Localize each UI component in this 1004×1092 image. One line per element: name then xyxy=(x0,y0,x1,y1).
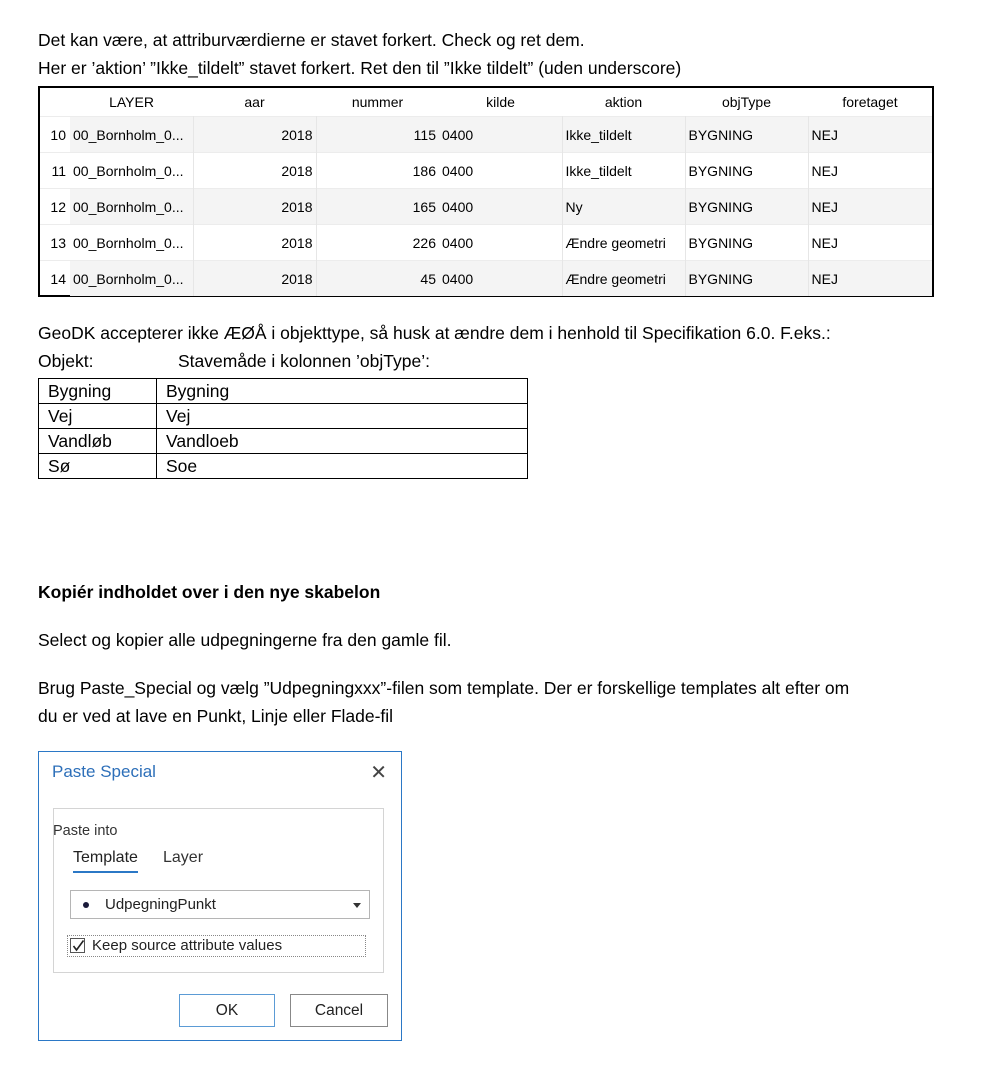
row-number: 12 xyxy=(40,189,70,225)
cell-nummer[interactable]: 186 xyxy=(316,153,439,189)
cell-aar[interactable]: 2018 xyxy=(193,261,316,297)
keep-source-checkbox[interactable] xyxy=(70,938,85,953)
row-number-header xyxy=(40,88,70,117)
intro-line-1: Det kan være, at attriburværdierne er stavet forkert. Check og ret dem. xyxy=(38,30,585,50)
cell-kilde[interactable]: 0400 xyxy=(439,225,562,261)
cell-nummer[interactable]: 226 xyxy=(316,225,439,261)
table-row[interactable] xyxy=(40,261,932,297)
cell-foretaget[interactable]: NEJ xyxy=(808,261,932,297)
column-header-aktion[interactable]: aktion xyxy=(604,94,643,110)
template-dropdown-value: UdpegningPunkt xyxy=(105,896,216,913)
cell-objtype[interactable]: BYGNING xyxy=(685,261,808,297)
cell-aktion[interactable]: Ikke_tildelt xyxy=(562,153,685,189)
cell-aar[interactable]: 2018 xyxy=(193,225,316,261)
cancel-button[interactable]: Cancel xyxy=(290,994,388,1027)
geodk-note: GeoDK accepterer ikke ÆØÅ i objekttype, så husk at ændre dem i henhold til Specifikation 6.0. F.eks.: xyxy=(38,323,831,343)
cell-objtype[interactable]: BYGNING xyxy=(685,189,808,225)
spelling-cell: Soe xyxy=(157,454,528,479)
cell-foretaget[interactable]: NEJ xyxy=(808,117,932,153)
cell-aktion[interactable]: Ændre geometri xyxy=(562,261,685,297)
cell-layer[interactable]: 00_Bornholm_0... xyxy=(70,261,193,297)
column-header-aar[interactable]: aar xyxy=(244,94,265,110)
cell-aktion[interactable]: Ikke_tildelt xyxy=(562,117,685,153)
spelling-cell: Bygning xyxy=(157,379,528,404)
copy-line-1: Select og kopier alle udpegningerne fra den gamle fil. xyxy=(38,630,452,650)
cell-layer[interactable]: 00_Bornholm_0... xyxy=(70,117,193,153)
object-cell: Sø xyxy=(39,454,157,479)
cell-nummer[interactable]: 115 xyxy=(316,117,439,153)
section-heading: Kopiér indholdet over i den nye skabelon xyxy=(38,582,381,602)
point-symbol-icon xyxy=(83,902,89,908)
copy-line-3: du er ved at lave en Punkt, Linje eller Flade-fil xyxy=(38,706,394,726)
intro-line-2: Her er ’aktion’ ”Ikke_tildelt” stavet forkert. Ret den til ”Ikke tildelt” (uden underscore) xyxy=(38,58,682,78)
cell-aktion[interactable]: Ny xyxy=(562,189,685,225)
chevron-down-icon xyxy=(353,903,361,908)
keep-source-label: Keep source attribute values xyxy=(92,937,283,954)
object-column-label: Objekt: xyxy=(38,351,94,371)
attribute-table-header xyxy=(40,88,932,117)
attribute-table xyxy=(38,86,934,297)
cell-kilde[interactable]: 0400 xyxy=(439,189,562,225)
cell-aar[interactable]: 2018 xyxy=(193,153,316,189)
cell-objtype[interactable]: BYGNING xyxy=(685,225,808,261)
table-row xyxy=(39,379,528,404)
keep-source-option[interactable] xyxy=(67,935,366,957)
column-header-objtype[interactable]: objType xyxy=(721,94,772,110)
cell-objtype[interactable]: BYGNING xyxy=(685,117,808,153)
cell-objtype[interactable]: BYGNING xyxy=(685,153,808,189)
cell-nummer[interactable]: 165 xyxy=(316,189,439,225)
cell-aar[interactable]: 2018 xyxy=(193,117,316,153)
table-row[interactable] xyxy=(40,189,932,225)
spelling-column-label: Stavemåde i kolonnen ’objType’: xyxy=(178,351,430,371)
template-dropdown[interactable] xyxy=(70,890,370,919)
cell-kilde[interactable]: 0400 xyxy=(439,261,562,297)
dialog-title: Paste Special xyxy=(52,762,156,781)
cell-layer[interactable]: 00_Bornholm_0... xyxy=(70,153,193,189)
close-icon[interactable]: ✕ xyxy=(370,762,387,784)
column-header-foretaget[interactable]: foretaget xyxy=(842,94,898,110)
row-number: 13 xyxy=(40,225,70,261)
cell-layer[interactable]: 00_Bornholm_0... xyxy=(70,189,193,225)
tab-template[interactable]: Template xyxy=(73,849,138,873)
spelling-cell: Vandloeb xyxy=(157,429,528,454)
row-number: 10 xyxy=(40,117,70,153)
column-header-kilde[interactable]: kilde xyxy=(486,94,515,110)
tab-layer[interactable]: Layer xyxy=(163,849,204,866)
table-row xyxy=(39,454,528,479)
table-row xyxy=(39,429,528,454)
table-row[interactable] xyxy=(40,153,932,189)
paste-into-label: Paste into xyxy=(53,823,118,839)
object-type-table xyxy=(38,378,528,479)
ok-button[interactable]: OK xyxy=(179,994,275,1027)
copy-line-2: Brug Paste_Special og vælg ”Udpegningxxx”-filen som template. Der er forskellige templates alt efter om xyxy=(38,678,850,698)
cell-aar[interactable]: 2018 xyxy=(193,189,316,225)
row-number: 14 xyxy=(40,261,70,297)
cell-kilde[interactable]: 0400 xyxy=(439,153,562,189)
column-header-nummer[interactable]: nummer xyxy=(351,94,404,110)
paste-special-dialog xyxy=(38,751,402,1041)
spelling-cell: Vej xyxy=(157,404,528,429)
cell-foretaget[interactable]: NEJ xyxy=(808,153,932,189)
cell-layer[interactable]: 00_Bornholm_0... xyxy=(70,225,193,261)
row-number: 11 xyxy=(40,153,70,189)
cell-kilde[interactable]: 0400 xyxy=(439,117,562,153)
object-cell: Vej xyxy=(39,404,157,429)
object-cell: Vandløb xyxy=(39,429,157,454)
cell-nummer[interactable]: 45 xyxy=(316,261,439,297)
column-header-layer[interactable]: LAYER xyxy=(109,94,154,110)
object-cell: Bygning xyxy=(39,379,157,404)
cell-aktion[interactable]: Ændre geometri xyxy=(562,225,685,261)
table-row xyxy=(39,404,528,429)
cell-foretaget[interactable]: NEJ xyxy=(808,225,932,261)
table-row[interactable] xyxy=(40,117,932,153)
table-row[interactable] xyxy=(40,225,932,261)
cell-foretaget[interactable]: NEJ xyxy=(808,189,932,225)
checkmark-icon xyxy=(72,939,85,952)
